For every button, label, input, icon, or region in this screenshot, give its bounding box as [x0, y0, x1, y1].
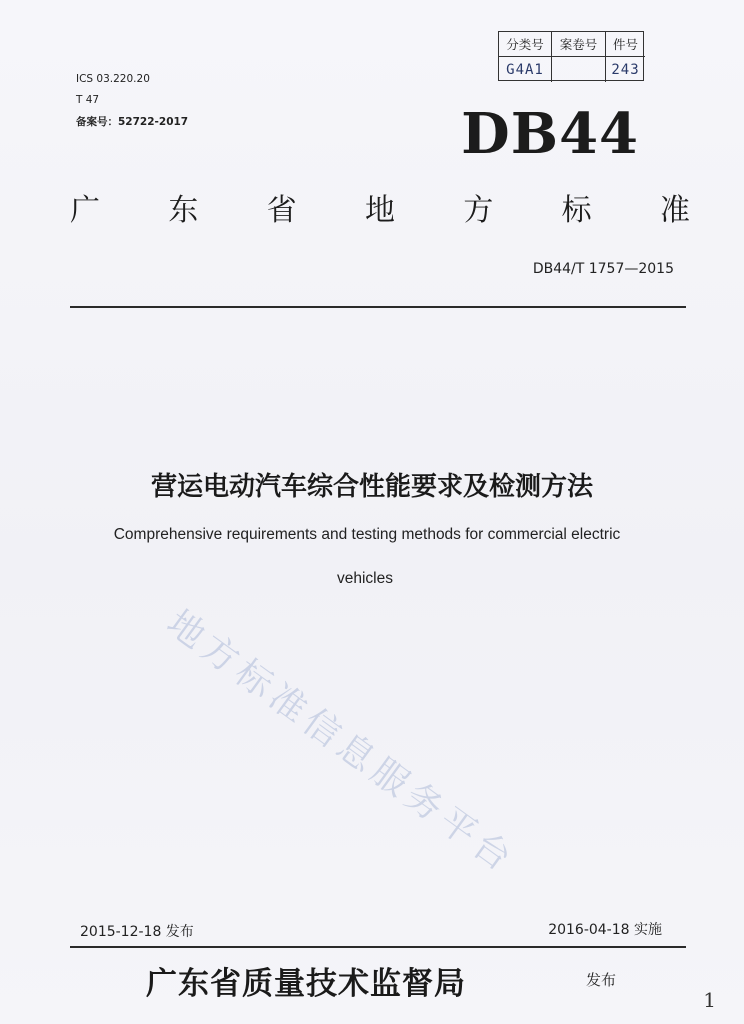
- title-chinese: 营运电动汽车综合性能要求及检测方法: [150, 472, 593, 502]
- stamp-value-item: 243: [611, 61, 640, 78]
- stamp-value-category: G4A1: [499, 57, 552, 82]
- issuing-authority-suffix: 发布: [586, 971, 617, 989]
- record-number: 备案号：52722-2017: [76, 116, 189, 128]
- stamp-value-file: [552, 57, 606, 82]
- issue-date: 2015-12-18 发布: [80, 924, 194, 940]
- bottom-divider: [70, 946, 686, 948]
- standard-type-char: 东: [168, 193, 199, 228]
- standard-type-char: 准: [659, 193, 690, 228]
- standard-type-char: 广: [70, 193, 100, 228]
- standard-type-char: 标: [561, 193, 592, 228]
- implementation-date: 2016-04-18 实施: [548, 922, 662, 938]
- title-english-line2: vehicles: [337, 570, 393, 587]
- standard-type-char: 地: [364, 193, 395, 228]
- standard-type-char: 省: [266, 193, 297, 228]
- watermark-text: 地方标准信息服务平台: [159, 602, 524, 883]
- issuing-authority: 广东省质量技术监督局: [146, 966, 466, 1002]
- page-number: 1: [703, 988, 716, 1012]
- title-english-line1: Comprehensive requirements and testing methods for commercial electric: [113, 526, 621, 543]
- standard-type-char: 方: [463, 193, 494, 228]
- stamp-header-category: 分类号: [499, 32, 552, 57]
- standard-code: DB44/T 1757—2015: [532, 261, 674, 277]
- stamp-header-item: 件号: [606, 32, 645, 57]
- db44-logo: DB44: [461, 101, 639, 167]
- top-divider: [70, 306, 686, 308]
- ccs-code: T 47: [76, 94, 100, 106]
- ics-code: ICS 03.220.20: [76, 73, 150, 85]
- archive-stamp: [498, 31, 644, 81]
- standard-type-heading: [70, 185, 690, 229]
- stamp-header-file: 案卷号: [552, 32, 606, 57]
